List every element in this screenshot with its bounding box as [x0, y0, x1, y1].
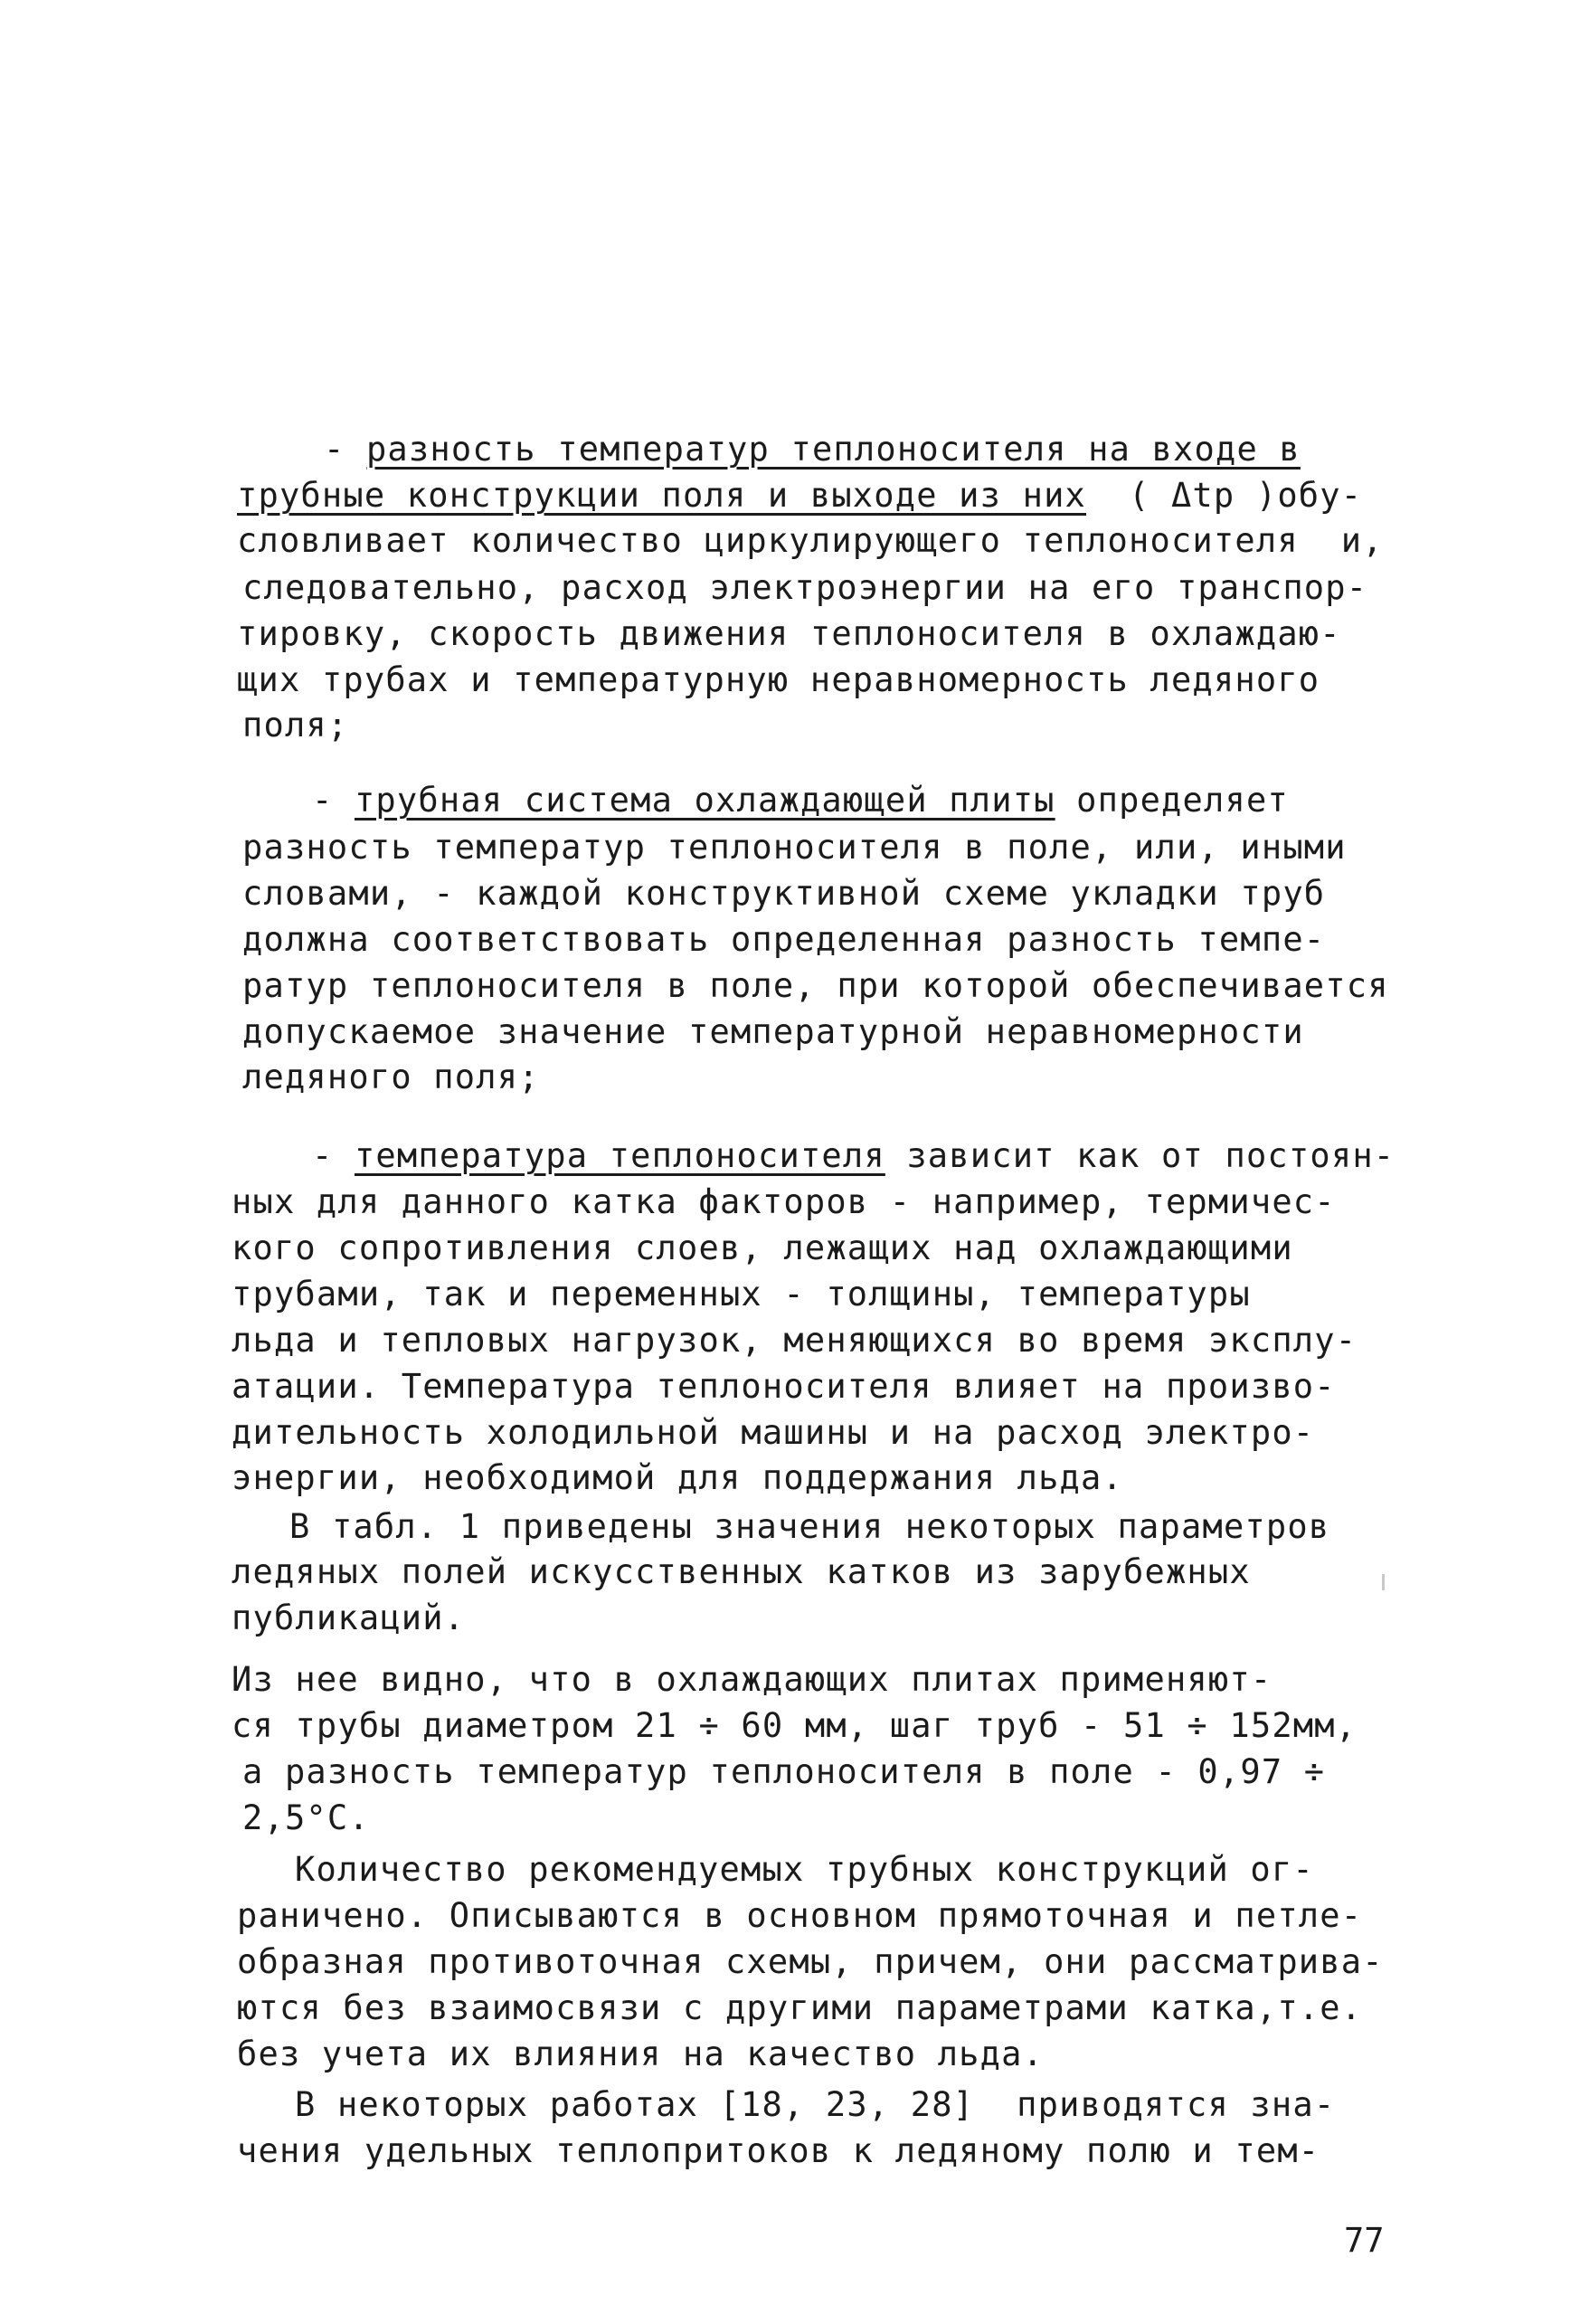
- text-line: - температура теплоносителя зависит как от постоян-: [312, 1136, 1396, 1175]
- text-line: ледяного поля;: [242, 1058, 540, 1096]
- text-line: словливает количество циркулирующего теплоносителя и,: [237, 521, 1384, 560]
- text-line: ются без взаимосвязи с другими параметрами катка,т.е.: [237, 1988, 1363, 2027]
- text-line: без учета их влияния на качество льда.: [237, 2035, 1045, 2073]
- text-line: ных для данного катка факторов - например, термичес-: [232, 1182, 1336, 1221]
- text-line: трубные конструкции поля и выходе из них ( Δtр )обу-: [237, 476, 1363, 515]
- text-line: словами, - каждой конструктивной схеме укладки труб: [242, 874, 1326, 913]
- text-line: - трубная система охлаждающей плиты определяет: [312, 781, 1289, 820]
- text-line: 2,5°С.: [242, 1798, 370, 1837]
- text-line: следовательно, расход электроэнергии на его транспор-: [242, 568, 1368, 607]
- text-line: чения удельных теплопритоков к ледяному полю и тем-: [237, 2131, 1320, 2170]
- text-line: дительность холодильной машины и на расход электро-: [232, 1413, 1315, 1452]
- text-line: ся трубы диаметром 21 ÷ 60 мм, шаг труб - 51 ÷ 152мм,: [232, 1706, 1358, 1745]
- text-line: энергии, необходимой для поддержания льда.: [232, 1458, 1123, 1497]
- text-line: допускаемое значение температурной неравномерности: [242, 1012, 1304, 1051]
- text-line: разность температур теплоносителя в поле, или, иными: [242, 828, 1347, 867]
- text-line: поля;: [242, 706, 349, 745]
- page-number: 77: [1344, 2221, 1385, 2260]
- text-line: ратур теплоносителя в поле, при которой обеспечивается: [242, 966, 1389, 1005]
- text-line: ледяных полей искусственных катков из зарубежных: [232, 1552, 1251, 1591]
- text-line: должна соответствовать определенная разность темпе-: [242, 920, 1326, 959]
- scan-speck: [1382, 1574, 1385, 1590]
- text-line: В табл. 1 приведены значения некоторых параметров: [289, 1507, 1330, 1546]
- text-line: образная противоточная схемы, причем, они рассматрива-: [237, 1942, 1384, 1981]
- text-line: публикаций.: [232, 1598, 466, 1637]
- text-line: Из нее видно, что в охлаждающих плитах применяют-: [232, 1660, 1273, 1699]
- text-line: - разность температур теплоносителя на входе в: [324, 430, 1301, 469]
- text-line: В некоторых работах [18, 23, 28] приводятся зна-: [295, 2085, 1336, 2124]
- text-line: тировку, скорость движения теплоносителя в охлаждаю-: [237, 614, 1341, 653]
- text-line: кого сопротивления слоев, лежащих над охлаждающими: [232, 1228, 1293, 1267]
- text-line: атации. Температура теплоносителя влияет на произво-: [232, 1367, 1336, 1406]
- text-line: трубами, так и переменных - толщины, температуры: [232, 1275, 1251, 1314]
- text-line: Количество рекомендуемых трубных конструкций ог-: [295, 1850, 1314, 1889]
- text-line: а разность температур теплоносителя в поле - 0,97 ÷: [242, 1752, 1326, 1791]
- text-line: щих трубах и температурную неравномерность ледяного: [237, 660, 1320, 699]
- text-line: раничено. Описываются в основном прямоточная и петле-: [237, 1896, 1363, 1935]
- text-line: льда и тепловых нагрузок, меняющихся во время эксплу-: [232, 1321, 1358, 1360]
